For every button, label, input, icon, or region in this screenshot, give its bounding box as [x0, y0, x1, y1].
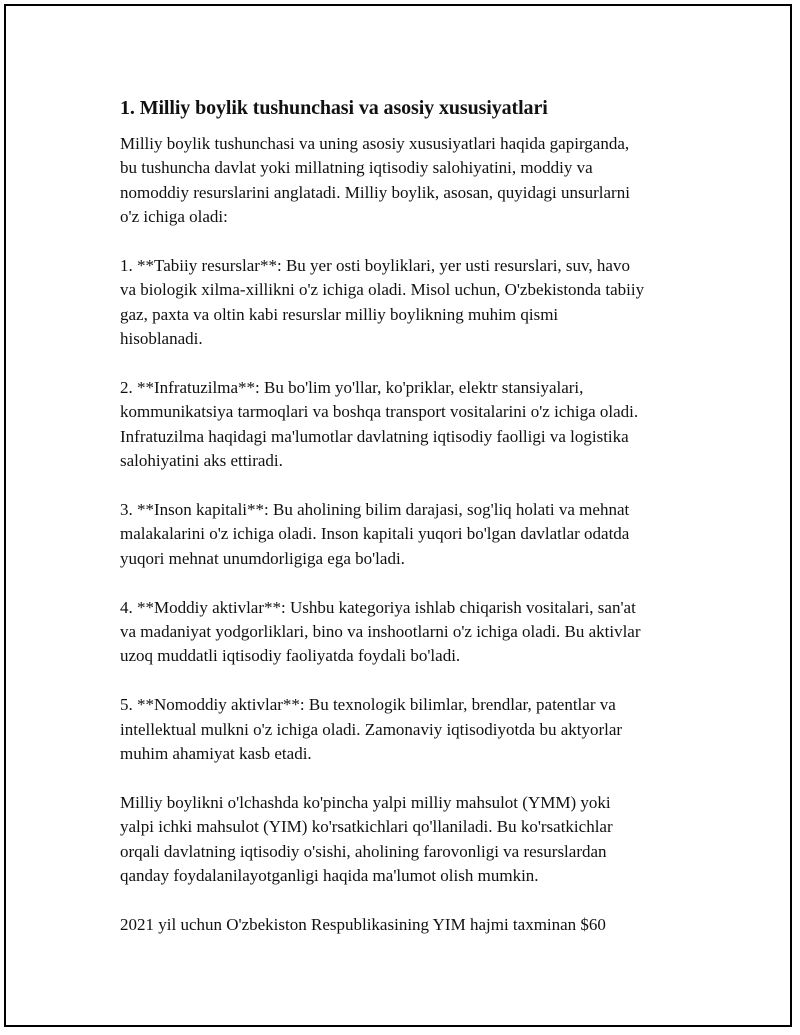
intro-paragraph: Milliy boylik tushunchasi va uning asosiy xususiyatlari haqida gapirganda, bu tushuncha davlat yoki millatning iqtisodiy salohiyatini, moddiy va nomoddiy resurslarini anglatadi. Milliy boylik, asosan, quyidagi unsurlarni o'z ichiga oladi: — [120, 134, 630, 227]
list-item-intangible-assets: 5. **Nomoddiy aktivlar**: Bu texnologik bilimlar, brendlar, patentlar va intellektual mulkni o'z ichiga oladi. Zamonaviy iqtisodiyotda bu aktyorlar muhim ahamiyat kasb etadi. — [120, 695, 623, 764]
document-body — [120, 96, 700, 962]
list-item-material-assets: 4. **Moddiy aktivlar**: Ushbu kategoriya ishlab chiqarish vositalari, san'at va madaniyat yodgorliklari, bino va inshootlarni o'z ichiga oladi. Bu aktivlar uzoq muddatli iqtisodiy faoliyatda foydali bo'ladi. — [120, 597, 641, 666]
document-page — [4, 4, 792, 1027]
list-item-infrastructure: 2. **Infratuzilma**: Bu bo'lim yo'llar, ko'priklar, elektr stansiyalari, kommunikatsiya tarmoqlari va boshqa transport vositalarini o'z ichiga oladi. Infratuzilma haqidagi ma'lumotlar davlatning iqtisodiy faolligi va logistika salohiyatini aks ettiradi. — [120, 378, 639, 471]
list-item-human-capital: 3. **Inson kapitali**: Bu aholining bilim darajasi, sog'liq holati va mehnat malakalarini o'z ichiga oladi. Inson kapitali yuqori bo'lgan davlatlar odatda yuqori mehnat unumdorligiga ega bo'ladi. — [120, 500, 630, 568]
measurement-paragraph: Milliy boylikni o'lchashda ko'pincha yalpi milliy mahsulot (YMM) yoki yalpi ichki mahsulot (YIM) ko'rsatkichlari qo'llaniladi. Bu ko'rsatkichlar orqali davlatning iqtisodiy o'sishi, aholining farovonligi va resurslardan qanday foydalanilayotganligi haqida ma'lumot olish mumkin. — [120, 792, 613, 886]
list-item-natural-resources: 1. **Tabiiy resurslar**: Bu yer osti boyliklari, yer usti resurslari, suv, havo va biologik xilma-xillikni o'z ichiga oladi. Misol uchun, O'zbekistonda tabiiy gaz, paxta va oltin kabi resurslar milliy boylikning muhim qismi hisoblanadi. — [120, 256, 645, 349]
gdp-paragraph: 2021 yil uchun O'zbekiston Respublikasining YIM hajmi taxminan $60 — [120, 914, 606, 934]
section-heading: 1. Milliy boylik tushunchasi va asosiy xususiyatlari — [120, 97, 548, 119]
